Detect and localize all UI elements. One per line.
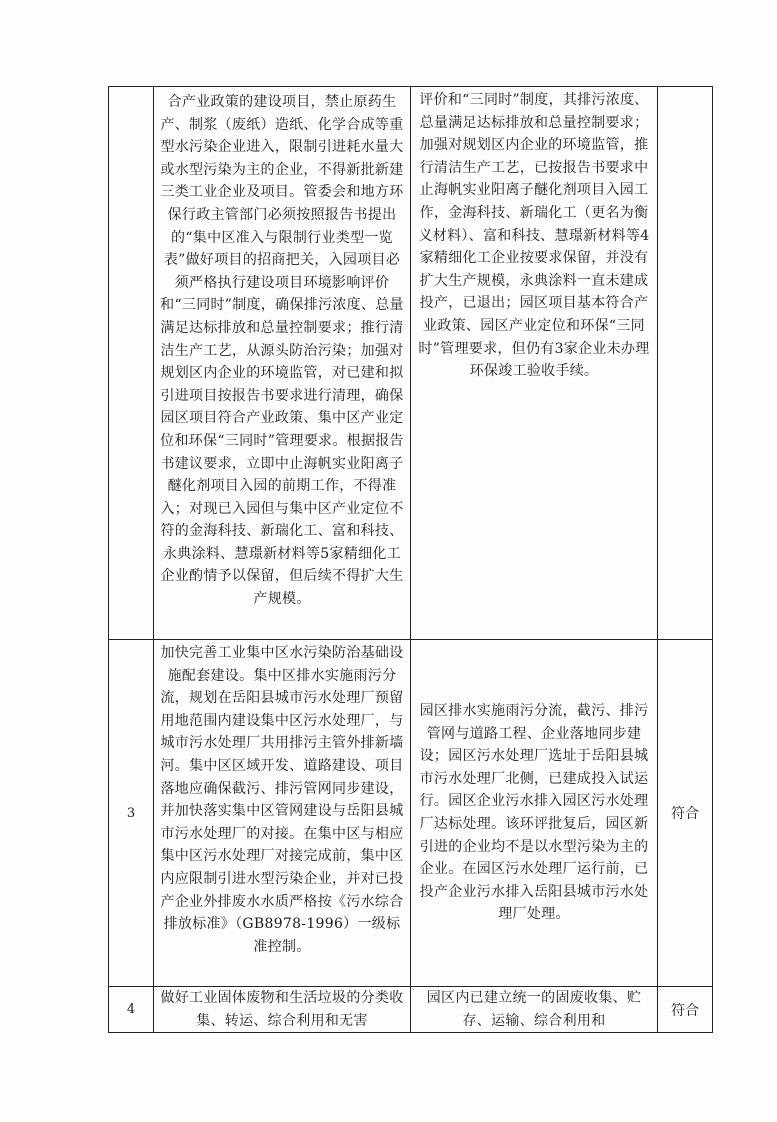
table-row	[109, 640, 713, 987]
requirement-cell	[154, 87, 411, 640]
requirement-cell	[154, 987, 411, 1033]
row-number-cell: 3	[109, 640, 154, 987]
requirement-text: 合产业政策的建设项目，禁止原药生产、制浆（废纸）造纸、化学合成等重型水污染企业进入，限制引进耗水量大或水型污染为主的企业，不得新批新建三类工业企业及项目。管委会和地方环保行政主管部门必须按照报告书提出的“集中区准入与限制行业类型一览表”做好项目的招商把关，入园项目必须严格执行建设项目环境影响评价和“三同时”制度，确保排污浓度、总量满足达标排放和总量控制要求；推行清洁生产工艺，从源头防治污染；加强对规划区内企业的环境监管，对已建和拟引进项目按报告书要求进行清理，确保园区项目符合产业政策、集中区产业定位和环保“三同时”管理要求。根据报告书建议要求，立即中止海帆实业阳离子醚化剂项目入园的前期工作，不得准入；对现已入园但与集中区产业定位不符的金海科技、新瑞化工、富和科技、永典涂料、慧璟新材料等5家精细化工企业酌情予以保留，但后续不得扩大生产规模。	[160, 94, 404, 608]
status-text: 园区排水实施雨污分流，截污、排污管网与道路工程、企业落地同步建设；园区污水处理厂选址于岳阳县城市污水处理厂北侧，已建成投入试运行。园区企业污水排入园区污水处理厂达标处理。该环评批复后，园区新引进的企业均不是以水型污染为主的企业。在园区污水处理厂运行前，已投产企业污水排入岳阳县城市污水处理厂处理。	[419, 703, 649, 923]
status-text: 园区内已建立统一的固废收集、贮存、运输、综合利用和	[426, 990, 642, 1029]
requirement-cell	[154, 640, 411, 987]
compliance-table	[108, 86, 713, 1033]
status-text: 评价和“三同时”制度，其排污浓度、总量满足达标排放和总量控制要求；加强对规划区内企业的环境监管，推行清洁生产工艺，已按报告书要求中止海帆实业阳离子醚化剂项目入园工作，金海科技、新瑞化工（更名为衡义材料）、富和科技、慧璟新材料等4家精细化工企业按要求保留，并没有扩大生产规模，永典涂料一直未建成投产，已退出；园区项目基本符合产业政策、园区产业定位和环保“三同时”管理要求，但仍有3家企业未办理环保竣工验收手续。	[418, 92, 650, 380]
requirement-text: 加快完善工业集中区水污染防治基础设施配套建设。集中区排水实施雨污分流，规划在岳阳县城市污水处理厂预留用地范围内建设集中区污水处理厂，与城市污水处理厂共用排污主管外排新墙河。集中区区域开发、道路建设、项目落地应确保截污、排污管网同步建设，并加快落实集中区管网建设与岳阳县城市污水处理厂的对接。在集中区与相应集中区污水处理厂对接完成前，集中区内应限制引进水型污染企业，并对已投产企业外排废水水质严格按《污水综合排放标准》（GB8978-1996）一级标准控制。	[160, 645, 404, 955]
result-cell: 符合	[658, 640, 713, 987]
requirement-text: 做好工业固体废物和生活垃圾的分类收集、转运、综合利用和无害	[160, 990, 404, 1029]
status-cell	[411, 987, 658, 1033]
result-cell: 符合	[658, 987, 713, 1033]
row-number-cell: 4	[109, 987, 154, 1033]
row-number-cell	[109, 87, 154, 640]
status-cell	[411, 640, 658, 987]
status-cell	[411, 87, 658, 640]
table-row	[109, 987, 713, 1033]
result-cell	[658, 87, 713, 640]
table-row	[109, 87, 713, 640]
